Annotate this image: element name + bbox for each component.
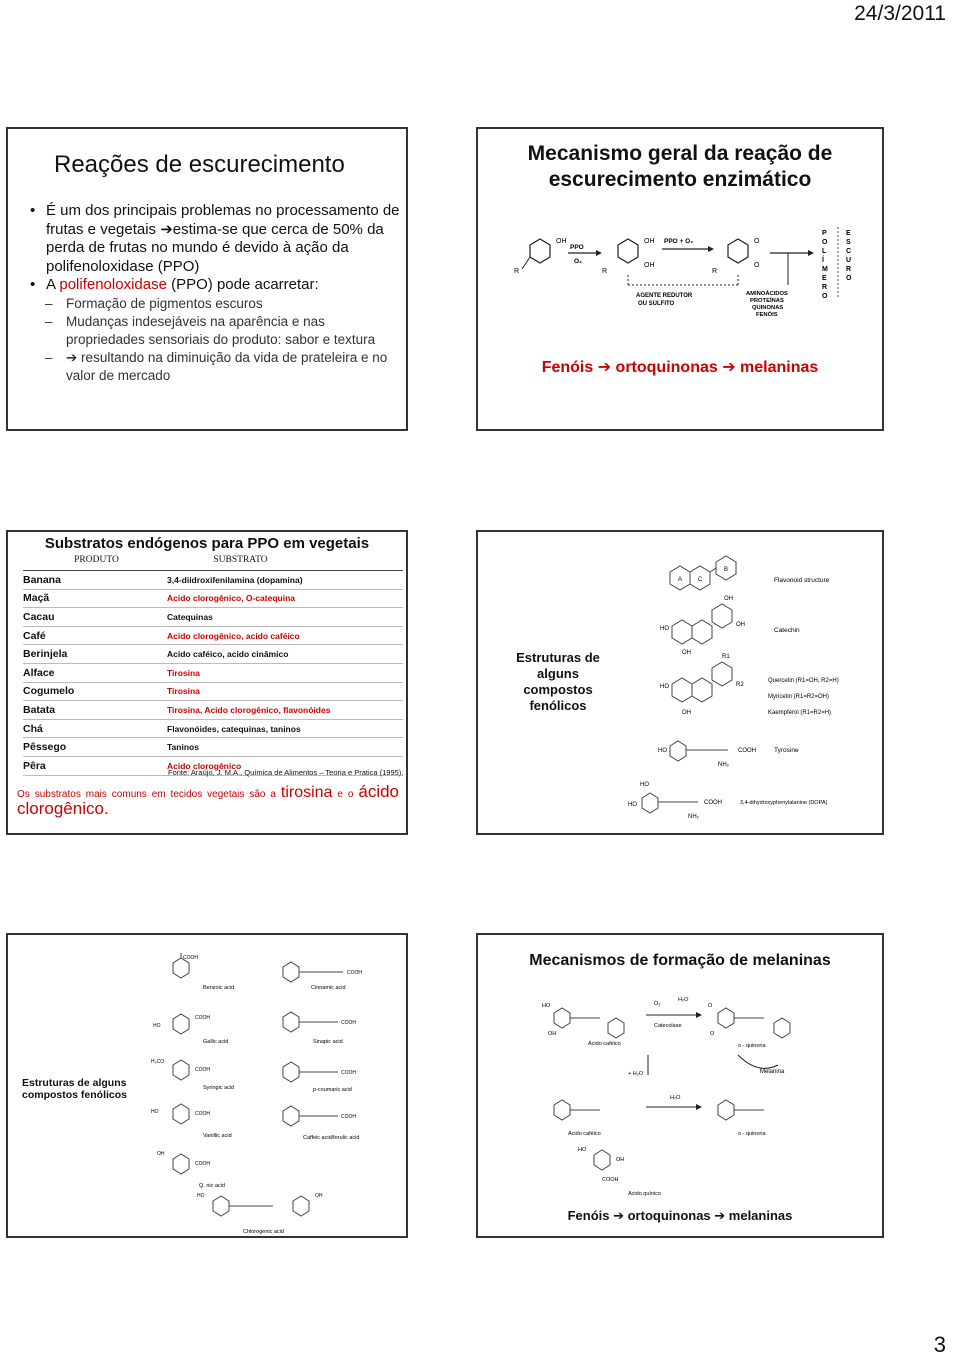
vanillic-label: Vanillic acid: [203, 1133, 232, 1139]
table-row: [23, 645, 403, 664]
sub-bullet-item: – Mudanças indesejáveis na aparência e nas propriedades sensoriais do produto: sabor e textura: [26, 313, 401, 349]
bullet-item: • É um dos principais problemas no processamento de frutas e vegetais ➔estima-se que cerca de 50% da perda de frutas no mundo é devido à ação da polifenoloxidase (PPO): [26, 202, 401, 276]
acido-cafeico-label: Ácido caféico: [568, 1131, 601, 1137]
reaction-summary: Fenóis ➔ ortoquinonas ➔ melaninas: [567, 1208, 793, 1223]
o-label: O: [710, 1031, 715, 1037]
cell-produto: Cacau: [23, 610, 55, 623]
slide-title: Substratos endógenos para PPO em vegetais: [44, 535, 370, 552]
table-body: [23, 571, 403, 776]
diagram-letter: Í: [822, 257, 824, 264]
o-label: O: [754, 262, 760, 269]
dopa-label: 3,4-dihydroxyphenylalanine (DOPA): [740, 800, 828, 806]
o-label: O: [708, 1003, 713, 1009]
cell-produto: Berinjela: [23, 648, 68, 661]
substrate-note: [17, 782, 399, 819]
aminoacidos-label: AMINOÁCIDOS: [746, 291, 788, 297]
diagram-letter: U: [846, 257, 852, 264]
r-label: R: [712, 268, 718, 275]
cell-produto: Banana: [23, 573, 61, 586]
cooh-label: COOH: [195, 1015, 210, 1021]
cell-produto: Café: [23, 629, 46, 642]
slide-label: Estruturas de alguns compostos fenólicos: [516, 650, 600, 713]
diagram-letter: R: [846, 266, 852, 273]
note-acido-clorogenico: ácido clorogênico: [17, 782, 399, 818]
melanin-formation-diagram: [538, 985, 868, 1205]
note-text: Os substratos mais comuns em tecidos vegetais são a: [17, 789, 281, 800]
cooh-label: COOH: [341, 1114, 356, 1120]
cell-produto: Cogumelo: [23, 685, 75, 698]
bullet-item: [26, 276, 401, 295]
table-row: [23, 720, 403, 739]
cell-substrato: Taninos: [167, 742, 199, 753]
flavonoid-label: Flavonoid structure: [774, 577, 830, 584]
table-row: [23, 701, 403, 720]
slide-mecanismos-melaninas: [476, 933, 884, 1238]
cooh-label: COOH: [341, 1070, 356, 1076]
ppo-o2-label: PPO + O₂: [664, 238, 694, 245]
column-header-substrato: SUBSTRATO: [213, 555, 268, 565]
slide-estruturas-fenolicos-2: [6, 933, 408, 1238]
cell-produto: Chá: [23, 722, 43, 735]
o2-label: O₂: [654, 1001, 661, 1007]
cooh-label: COOH: [195, 1111, 210, 1117]
ring-c-label: C: [698, 577, 703, 583]
sulfito-label: OU SULFITO: [638, 301, 675, 307]
sub-bullet-item: – ➔ resultando na diminuição da vida de prateleira e no valor de mercado: [26, 349, 401, 385]
ho-label: HO: [578, 1147, 587, 1153]
slide-estruturas-fenolicos-1: [476, 530, 884, 835]
ring-a-label: A: [678, 577, 683, 583]
plus-h2o-label: + H₂O: [628, 1071, 644, 1077]
cooh-label: COOH: [704, 800, 722, 806]
r1-label: R1: [722, 654, 730, 660]
escuro-letters: [846, 230, 852, 282]
gallic-label: Gallic acid: [203, 1039, 229, 1045]
quinic-label: Q. nic acid: [199, 1183, 225, 1189]
reaction-mechanism-diagram: [508, 227, 858, 337]
cell-substrato: Acido clorogênico, O-catequina: [167, 593, 295, 604]
phenolic-acids-diagram: [143, 953, 403, 1238]
cell-substrato: Tirosina: [167, 667, 200, 678]
diagram-letter: S: [846, 239, 851, 246]
cooh-label: COOH: [602, 1177, 619, 1183]
kaempferol-label: Kaempferol (R1=R2=H): [768, 710, 832, 716]
acido-cafeico-label: Ácido caféico: [588, 1041, 621, 1047]
oh-label: OH: [724, 596, 733, 602]
slide-title: Mecanismo geral da reação de escurecimento enzimático: [527, 142, 833, 191]
o-quinona-label: o - quinona: [738, 1043, 766, 1049]
oh-label: OH: [157, 1151, 165, 1157]
cooh-label: COOH: [195, 1161, 210, 1167]
slide-mecanismo-geral: [476, 127, 884, 431]
tyrosine-label: Tyrosine: [774, 747, 799, 754]
agente-redutor-label: AGENTE REDUTOR: [636, 293, 693, 299]
table-row: [23, 590, 403, 609]
cooh-label: COOH: [738, 748, 756, 754]
h2o-label: H₂O: [678, 997, 689, 1003]
catecolase-label: Catecolase: [654, 1023, 682, 1029]
nh2-label: NH₂: [718, 762, 729, 768]
page-number: 3: [933, 1332, 946, 1357]
r-label: R: [514, 268, 520, 275]
phenol-ring: [530, 239, 550, 263]
benzoic-label: Benzoic acid: [203, 985, 235, 991]
cell-substrato: Acido clorogênico: [167, 760, 242, 771]
diagram-letter: R: [822, 284, 828, 291]
cell-substrato: Flavonóides, catequinas, taninos: [167, 723, 301, 734]
note-tirosina: tirosina: [280, 784, 333, 801]
catechin-label: Catechin: [774, 627, 800, 634]
highlight-polifenoloxidase: polifenoloxidase: [59, 276, 167, 293]
diagram-letter: O: [846, 275, 852, 282]
cell-substrato: Acido clorogênico, acido caféico: [167, 630, 300, 641]
ho-label: HO: [542, 1003, 551, 1009]
bullet-text: (PPO) pode acarretar:: [166, 276, 319, 293]
diphenol-ring: [618, 239, 638, 263]
cell-substrato: Tirosina, Acido clorogênico, flavonóides: [167, 704, 331, 715]
cooh-label: COOH: [347, 970, 362, 976]
cooh-label: COOH: [341, 1020, 356, 1026]
myricetin-label: Myricetin (R1=R2=OH): [768, 694, 830, 700]
diagram-letter: O: [822, 239, 828, 246]
bullet-text: A: [46, 276, 60, 293]
r2-label: R2: [736, 682, 744, 688]
cell-substrato: Acido caféico, acido cinâmico: [167, 649, 289, 660]
o-label: O: [754, 238, 760, 245]
cell-produto: Alface: [23, 666, 55, 679]
oh-label: OH: [682, 710, 691, 716]
syringic-label: Syringic acid: [203, 1085, 235, 1091]
table-row: [23, 608, 403, 627]
cell-substrato: Tirosina: [167, 686, 200, 697]
table-row: [23, 664, 403, 683]
ho-label: HO: [660, 626, 669, 632]
quinonas-label: QUINONAS: [752, 305, 784, 311]
o2-label: O₂: [574, 258, 582, 265]
cooh-label: COOH: [183, 955, 198, 961]
slide-title: Mecanismos de formação de melaninas: [529, 952, 831, 969]
ho-label: HO: [640, 782, 649, 788]
h2o-label: H₂O: [670, 1095, 681, 1101]
ho-label: HO: [658, 748, 667, 754]
substrates-table: [23, 555, 403, 776]
source-citation: Fonte: Araújo, J. M.A., Química de Alimentos – Teoria e Pratica (1995).: [168, 768, 404, 777]
oh-label: OH: [644, 262, 655, 269]
diagram-letter: C: [846, 248, 852, 255]
cell-produto: Maçã: [23, 592, 50, 605]
sub-bullet-item: – Formação de pigmentos escuros: [26, 295, 401, 313]
cinnamic-label: Cinnamic acid: [311, 985, 346, 991]
quinone-ring: [728, 239, 748, 263]
diagram-letter: E: [846, 230, 851, 237]
note-text: .: [103, 799, 109, 818]
column-header-produto: PRODUTO: [74, 555, 119, 565]
r-label: R: [602, 268, 608, 275]
quercetin-label: Quercetin (R1=OH, R2=H): [768, 678, 839, 684]
ho-label: HO: [151, 1109, 159, 1115]
table-header: [23, 555, 403, 571]
cell-produto: Pêra: [23, 759, 46, 772]
oh-label: OH: [682, 650, 691, 656]
acido-quinico-label: Acido quínico: [628, 1191, 662, 1197]
slide-reacoes-escurecimento: [6, 127, 408, 431]
table-row: [23, 571, 403, 590]
ho-label: HO: [153, 1023, 161, 1029]
diagram-letter: E: [822, 275, 827, 282]
phenolic-structures-diagram: [628, 554, 868, 824]
diagram-letter: O: [822, 293, 828, 300]
oh-label: OH: [315, 1193, 323, 1199]
pcoumaric-label: p-coumaric acid: [313, 1087, 352, 1093]
reaction-summary: Fenóis ➔ ortoquinonas ➔ melaninas: [541, 359, 819, 376]
melanina-label: Melanina: [760, 1069, 785, 1075]
slide-substratos-endogenos: [6, 530, 408, 835]
ppo-label: PPO: [570, 244, 584, 251]
cell-produto: Batata: [23, 703, 56, 716]
slide-body: [26, 202, 401, 385]
caffeic-label: Caffeic acid/ferulic acid: [303, 1135, 360, 1141]
table-row: [23, 627, 403, 646]
o-quinona-label: o - quinona: [738, 1131, 766, 1137]
fenois-label: FENÓIS: [756, 312, 778, 318]
oh-label: OH: [644, 238, 655, 245]
oh-label: OH: [736, 622, 745, 628]
date-header: 24/3/2011: [854, 2, 946, 25]
note-text: e o: [332, 789, 359, 800]
diagram-letter: M: [822, 266, 828, 273]
ho-label: HO: [660, 684, 669, 690]
cooh-label: COOH: [195, 1067, 210, 1073]
ring-b-label: B: [724, 567, 729, 573]
proteinas-label: PROTEÍNAS: [750, 298, 784, 304]
table-row: [23, 683, 403, 702]
cell-produto: Pêssego: [23, 741, 67, 754]
chlorogenic-label: Chlorogenic acid: [243, 1229, 284, 1235]
diagram-letter: L: [822, 248, 827, 255]
nh2-label: NH₂: [688, 814, 699, 820]
table-row: [23, 738, 403, 757]
oh-label: OH: [616, 1157, 625, 1163]
oh-label: OH: [556, 238, 567, 245]
polimero-letters: [822, 230, 828, 300]
ho-label: HO: [197, 1193, 205, 1199]
h3co-label: H₃CO: [151, 1059, 165, 1065]
cell-substrato: Catequinas: [167, 611, 213, 622]
oh-label: OH: [548, 1031, 557, 1037]
cell-substrato: 3,4-diidroxifenilamina (dopamina): [167, 574, 303, 585]
diagram-letter: P: [822, 230, 827, 237]
sinapic-label: Sinapic acid: [313, 1039, 343, 1045]
slide-label: Estruturas de alguns compostos fenólicos: [22, 1077, 128, 1101]
slide-title: Reações de escurecimento: [54, 151, 345, 178]
ho-label: HO: [628, 802, 637, 808]
